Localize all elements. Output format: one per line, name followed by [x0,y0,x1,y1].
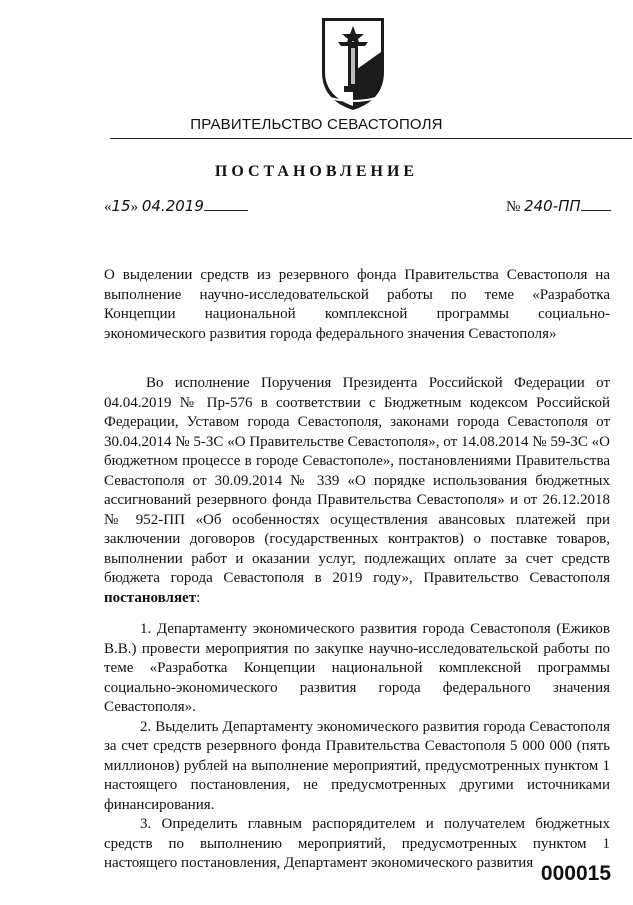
number-underline [581,196,611,211]
date-underline [204,196,248,211]
preamble-colon: : [196,589,201,606]
preamble [104,374,610,608]
organization-name: ПРАВИТЕЛЬСТВО СЕВАСТОПОЛЯ [190,116,443,133]
header-divider [110,138,632,139]
number-value: 240-ПП [524,197,581,215]
form-serial-number: 000015 [540,862,611,885]
date-close-quote: » [130,199,139,215]
document-type-title: ПОСТАНОВЛЕНИЕ [214,163,419,180]
preamble-text: Во исполнение Поручения Президента Российской Федерации от 04.04.2019 № Пр-576 в соответствии с Бюджетным кодексом Российской Федерации, Уставом города Севастополя, законами города Севастополя от 30.04.2014 № 5-ЗС «О Правительстве Севастополя», от 14.08.2014 № 59-ЗС «О бюджетном процессе в городе Севастополе», постановлениями Правительства Севастополя от 30.09.2014 № 339 «О порядке использования бюджетных ассигнований резервного фонда Правительства Севастополя» и от 26.12.2018 № 952-ПП «Об особенностях осуществления авансовых платежей при заключении договоров (государственных контрактов) о поставке товаров, выполнении работ и оказании услуг, подлежащих оплате за счет средств бюджета города Севастополя в 2019 году», Правительство Севастополя [104,375,610,586]
date-open-quote: « [104,199,112,215]
document-number [506,196,611,216]
resolution-item-2: 2. Выделить Департаменту экономического развития города Севастополя за счет средств резервного фонда Правительства Севастополя 5 000 000 (пять миллионов) рублей на выполнение мероприятий, предусмотренных пунктом 1 настоящего постановления, не предусмотренных другими источниками финансирования. [104,718,610,813]
preamble-verb: постановляет [104,589,197,606]
document-subject: О выделении средств из резервного фонда Правительства Севастополя на выполнение научно-исследовательской работы по теме «Разработка Концепции национальной комплексной программы социально-экономического развития города федерального значения Севастополя» [104,267,610,342]
date-month-year: 04.2019 [141,197,204,215]
resolution-items [104,620,610,874]
document-date [104,196,248,216]
resolution-item-1: 1. Департаменту экономического развития города Севастополя (Ежиков В.В.) провести мероприятия по закупке научно-исследовательской работы по теме «Разработка Концепции национальной комплексной программы социально-экономического развития города федерального значения Севастополя». [104,621,610,715]
number-prefix: № [506,199,521,215]
sevastopol-coat-of-arms-icon [318,12,388,112]
preamble-paragraph [104,374,610,608]
date-day: 15 [111,197,131,215]
resolution-item-3: 3. Определить главным распорядителем и получателем бюджетных средств по выполнению мероприятий, предусмотренных пунктом 1 настоящего постановления, Департамент экономического развития [104,816,610,871]
